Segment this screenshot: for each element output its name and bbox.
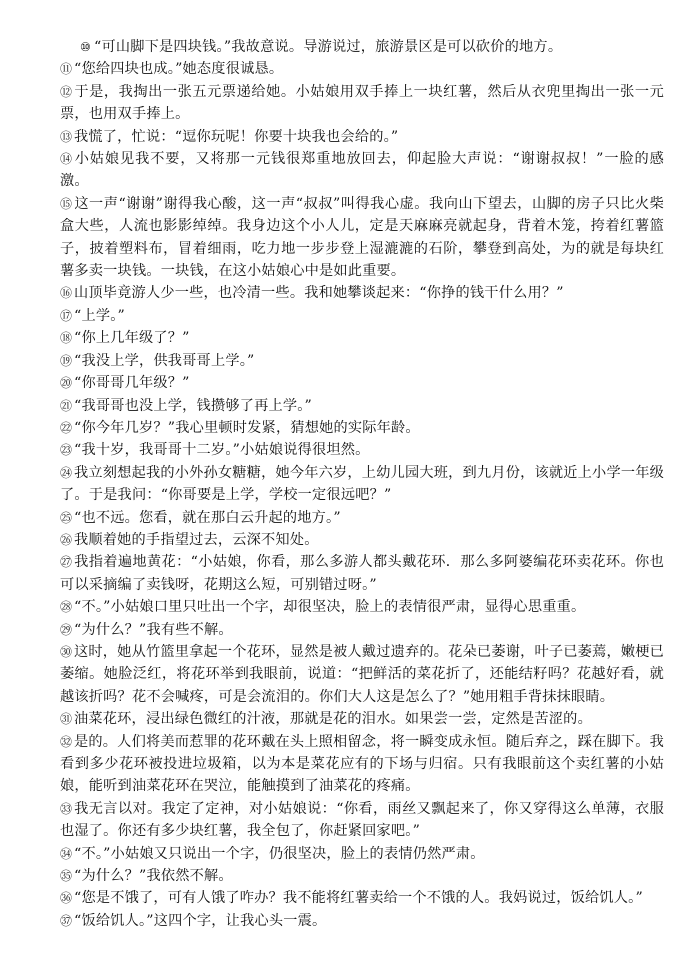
paragraph (60, 910, 664, 932)
paragraph (60, 462, 664, 507)
paragraph-number: ⑪ (60, 62, 73, 77)
paragraph-text: “我哥哥也没上学，钱攒够了再上学。” (74, 397, 313, 414)
paragraph-text: 油菜花环，浸出绿色微红的汁液，那就是花的泪水。如果尝一尝，定然是苦涩的。 (74, 711, 592, 728)
paragraph-text: “为什么？”我依然不解。 (74, 868, 233, 885)
paragraph (60, 507, 664, 529)
paragraph (60, 58, 664, 80)
paragraph-text: “你今年几岁？”我心里顿时发紧，猜想她的实际年龄。 (74, 419, 420, 436)
paragraph (60, 887, 664, 909)
paragraph-number: ⑬ (60, 129, 73, 144)
paragraph-text: “您是不饿了，可有人饿了咋办？我不能将红薯卖给一个不饿的人。我妈说过，饭给饥人。” (74, 890, 643, 907)
paragraph-text: “你哥哥几年级？” (74, 375, 190, 392)
paragraph-text: “您给四块也成。”她态度很诚恳。 (74, 61, 284, 78)
paragraph-number: ㉕ (60, 510, 73, 525)
paragraph-number: ㉑ (60, 398, 73, 413)
paragraph-text: “可山脚下是四块钱。”我故意说。导游说过，旅游景区是可以砍价的地方。 (94, 39, 563, 55)
paragraph-number: ⑫ (60, 84, 73, 99)
paragraph-text: 山顶毕竟游人少一些，也冷清一些。我和她攀谈起来：“你挣的钱干什么用？” (74, 285, 564, 302)
paragraph-number: ㉟ (60, 869, 73, 884)
paragraph-number: ⑩ (80, 40, 91, 54)
paragraph-text: “饭给饥人。”这四个字，让我心头一震。 (74, 912, 327, 929)
paragraph-text: 我无言以对。我定了定神，对小姑娘说：“你看，雨丝又飘起来了，你又穿得这么单薄，衣服也湿了。你还有多少块红薯，我全包了，你赶紧回家吧。” (60, 800, 664, 840)
paragraph (60, 372, 664, 394)
paragraph-text: “上学。” (74, 307, 125, 324)
paragraph-text: “我十岁，我哥哥十二岁。”小姑娘说得很坦然。 (74, 442, 370, 459)
paragraph-text: “你上几年级了？” (74, 330, 190, 347)
paragraph-number: ㉞ (60, 846, 73, 861)
paragraph-text: “也不远。您看，就在那白云升起的地方。” (74, 509, 341, 526)
paragraph-number: ⑮ (60, 196, 73, 211)
paragraph (60, 596, 664, 618)
paragraph (60, 148, 664, 193)
paragraph (60, 798, 664, 843)
paragraph-number: ⑭ (60, 152, 73, 167)
paragraph-text: 于是，我掏出一张五元票递给她。小姑娘用双手捧上一块红薯，然后从衣兜里掏出一张一元票，也用双手捧上。 (60, 83, 664, 123)
paragraph-number: ㉓ (60, 443, 73, 458)
paragraph-text: 我立刻想起我的小外孙女糖糖，她今年六岁，上幼儿园大班，到九月份，该就近上小学一年级了。于是我问：“你哥要是上学，学校一定很远吧？” (60, 464, 664, 504)
paragraph-number: ㉔ (60, 465, 73, 480)
paragraph (60, 395, 664, 417)
paragraph-number: ㉚ (60, 644, 73, 659)
paragraph (60, 708, 664, 730)
paragraph-text: 我慌了，忙说：“逗你玩呢！你要十块我也会给的。” (74, 128, 399, 145)
paragraph-text: “我没上学，供我哥哥上学。” (74, 352, 255, 369)
paragraph (60, 439, 664, 461)
paragraph (60, 731, 664, 798)
paragraph-number: ㉝ (60, 801, 73, 816)
paragraph-text: 是的。人们将美而惹罪的花环戴在头上照相留念，将一瞬变成永恒。随后弃之，踩在脚下。我看到多少花环被投进垃圾箱，以为本是菜花应有的下场与归宿。只有我眼前这个卖红薯的小姑娘，能听到油菜花环在哭泣，能触摸到了油菜花的疼痛。 (60, 733, 664, 795)
document-page (60, 36, 664, 932)
paragraph-number: ㊱ (60, 891, 73, 906)
paragraph-text: 我顺着她的手指望过去，云深不知处。 (74, 531, 319, 548)
paragraph-text: “不。”小姑娘又只说出一个字，仍很坚决，脸上的表情仍然严肃。 (74, 845, 485, 862)
paragraph (60, 551, 664, 596)
paragraph (60, 843, 664, 865)
paragraph (60, 327, 664, 349)
paragraph-text: 小姑娘见我不要，又将那一元钱很郑重地放回去，仰起脸大声说：“谢谢叔叔！”一脸的感激。 (60, 151, 664, 190)
paragraph-number: ⑰ (60, 308, 73, 323)
paragraph-number: ⑱ (60, 331, 73, 346)
paragraph-text: 我指着遍地黄花：“小姑娘，你看，那么多游人都头戴花环．那么多阿婆编花环卖花环。你也可以采摘编了卖钱呀，花期这么短，可别错过呀。” (60, 554, 664, 593)
paragraph-number: ㉛ (60, 712, 73, 727)
paragraph-number: ㉘ (60, 600, 73, 615)
paragraph (60, 81, 664, 126)
paragraph (60, 193, 664, 283)
paragraph (60, 282, 664, 304)
paragraph-number: ㉙ (60, 622, 73, 637)
paragraph-text: 这一声“谢谢”谢得我心酸，这一声“叔叔”叫得我心虚。我向山下望去，山脚的房子只比火柴盒大些，人流也影影绰绰。我身边这个小人儿，定是天麻麻亮就起身，背着木笼，挎着红薯篮子，披着塑料布，冒着细雨，吃力地一步步登上湿漉漉的石阶，攀登到高处，为的就是每块红薯多卖一块钱。一块钱，在这小姑娘心中是如此重要。 (60, 195, 664, 280)
paragraph-number: ㉗ (60, 555, 73, 570)
paragraph-text: “为什么？”我有些不解。 (74, 621, 233, 638)
paragraph-number: ㉖ (60, 532, 73, 547)
paragraph (60, 619, 664, 641)
paragraph (60, 417, 664, 439)
paragraph (60, 641, 664, 708)
paragraph-number: ⑳ (60, 376, 73, 391)
paragraph-text: 这时，她从竹篮里拿起一个花环，显然是被人戴过遗弃的。花朵已萎谢，叶子已萎蔫，嫩梗已萎缩。她脸泛红，将花环举到我眼前，说道：“把鲜活的菜花折了，还能结籽吗？花越好看，就越该折吗？花不会喊疼，可是会流泪的。你们大人这是怎么了？”她用粗手背抹抹眼睛。 (60, 643, 664, 705)
paragraph-number: ㊲ (60, 913, 73, 928)
paragraph-number: ⑯ (60, 286, 73, 301)
paragraph-text: “不。”小姑娘口里只吐出一个字，却很坚决，脸上的表情很严肃，显得心思重重。 (74, 599, 586, 616)
paragraph (60, 529, 664, 551)
paragraph (60, 865, 664, 887)
paragraph-number: ㉜ (60, 734, 73, 749)
paragraph (60, 126, 664, 148)
paragraph-number: ㉒ (60, 420, 73, 435)
paragraph-number: ⑲ (60, 353, 73, 368)
paragraph (60, 36, 664, 58)
paragraph (60, 350, 664, 372)
paragraph (60, 305, 664, 327)
